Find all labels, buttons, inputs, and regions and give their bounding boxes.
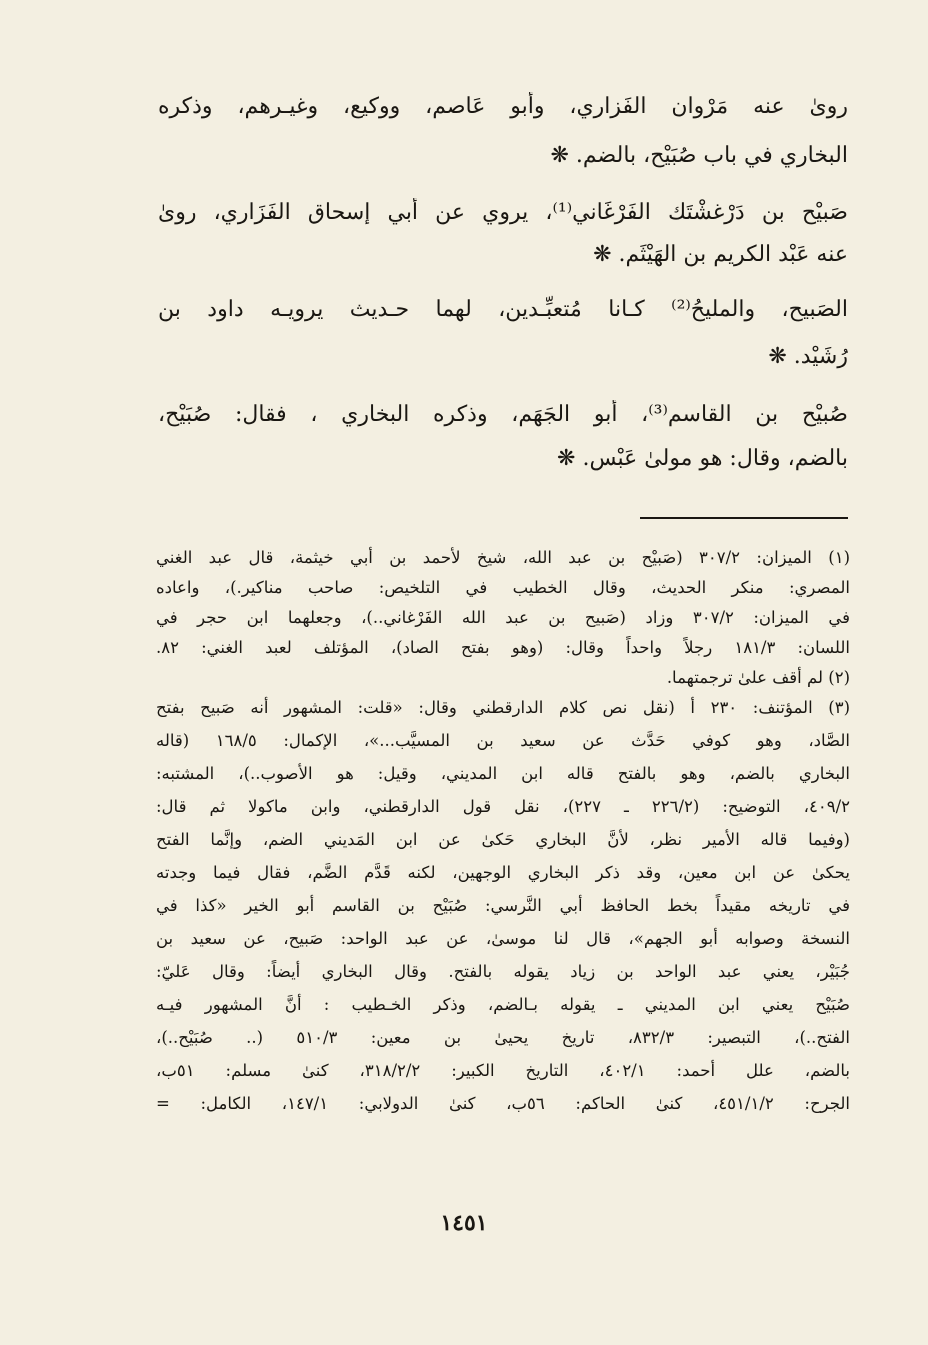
footnote-1-line-2: المصري: منكر الحديث، وقال الخطيب في التلخيص: صاحب مناكير.)، واعاده xyxy=(156,578,850,597)
footnote-1-line-1: (١) الميزان: ٣٠٧/٢ (صَبيْح بن عبد الله، شيخ لأحمد بن أبي خيثمة، قال عبد الغني xyxy=(156,548,850,567)
footnote-3-line-1: (٣) المؤتنف: ٢٣٠ أ (نقل نص كلام الدارقطني وقال: «قلت: المشهور أنه صَبيح بفتح xyxy=(156,698,850,717)
footnote-3-line-7: في تاريخه مقيداً بخط الحافظ أَبي النَّرسي: صُبَيْح بن القاسم أبو الخير «كذا في xyxy=(156,896,850,915)
entry-3-line-1: الصَبيح، والمليحُ⁽²⁾ كـانا مُتعبِّـدين، لهما حـديث يرويـه داود بن xyxy=(158,297,848,322)
footnote-1-line-4: اللسان: ١٨١/٣ رجلاً واحداً وقال: (وهو بفتح الصاد)، المؤتلف لعبد الغني: ٨٢. xyxy=(156,638,850,657)
footnote-3-line-3: البخاري بالضم، وهو بالفتح قاله ابن المديني، وقيل: هو الأصوب..)، المشتبه: xyxy=(156,764,850,783)
footnote-3-line-6: يحكىٰ عن ابن معين، وقد ذكر البخاري الوجهين، لكنه قَدَّم الضَّم، فقال فيما وجدته xyxy=(156,863,850,882)
footnote-3-line-11: الفتح..)، التبصير: ٨٣٢/٣، تاريخ يحيىٰ بن معين: ٥١٠/٣ (.. صُبَيْح..)، xyxy=(156,1028,850,1047)
footnote-2-line-1: (٢) لم أقف علىٰ ترجمتهما. xyxy=(666,668,850,687)
entry-4-line-1: صُبيْح بن القاسم⁽³⁾، أبو الجَهَم، وذكره البخاري ، فقال: صُبَيْح، xyxy=(158,402,848,427)
page-number: ١٤٥١ xyxy=(440,1210,488,1236)
entry-2-line-1: صَبيْح بن دَرْغشْتَك الفَرْغَاني⁽¹⁾، يروي عن أَبي إسحاق الفَزَاري، روىٰ xyxy=(158,200,848,225)
entry-2-line-2: عنه عَبْد الكريم بن الهَيْثَم. ❋ xyxy=(593,242,848,267)
entry-1-line-2: البخاري في باب صُبَيْح، بالضم. ❋ xyxy=(550,143,848,168)
footnote-3-line-2: الصَّاد، وهو كوفي حَدَّث عن سعيد بن المسيَّب...»، الإكمال: ١٦٨/٥ (قاله xyxy=(156,731,850,750)
footnote-3-line-4: ٤٠٩/٢، التوضيح: (٢٢٦/٢ ـ ٢٢٧)، نقل قول الدارقطني، وابن ماكولا ثم قال: xyxy=(156,797,850,816)
footnote-3-line-13: الجرح: ٤٥١/١/٢، كنىٰ الحاكم: ٥٦ب، كنىٰ الدولابي: ١٤٧/١، الكامل: = xyxy=(156,1094,850,1113)
footnote-3-line-12: بالضم، علل أحمد: ٤٠٢/١، التاريخ الكبير: ٣١٨/٢/٢، كنىٰ مسلم: ٥١ب، xyxy=(156,1061,850,1080)
footnote-3-line-9: جُبَيْر، يعني عبد الواحد بن زياد يقوله بالفتح. وقال البخاري أيضاً: وقال عَليّ: xyxy=(156,962,850,981)
footnote-separator xyxy=(640,517,848,519)
entry-3-line-2: رُشَيْد. ❋ xyxy=(768,344,848,369)
footnote-3-line-8: النسخة وصوابه أبو الجهم»، قال لنا موسىٰ، عن عبد الواحد: صَبيح، عن سعيد بن xyxy=(156,929,850,948)
entry-1-line-1: روىٰ عنه مَرْوان الفَزاري، وأبو عَاصم، ووكيع، وغيـرهم، وذكره xyxy=(158,94,848,119)
footnote-3-line-10: صُبَيْح يعني ابن المديني ـ يقوله بـالضم، وذكر الخـطيب : أنَّ المشهور فيـه xyxy=(156,995,850,1014)
entry-4-line-2: بالضم، وقال: هو مولىٰ عَبْس. ❋ xyxy=(557,446,848,471)
footnote-1-line-3: في الميزان: ٣٠٧/٢ وزاد (صَبيح بن عبد الله الفَرْغاني..)، وجعلهما ابن حجر في xyxy=(156,608,850,627)
footnote-3-line-5: (وفيما قاله الأمير نظر، لأنَّ البخاري حَكىٰ عن ابن المَديني الضم، وإنَّما الفتح xyxy=(156,830,850,849)
